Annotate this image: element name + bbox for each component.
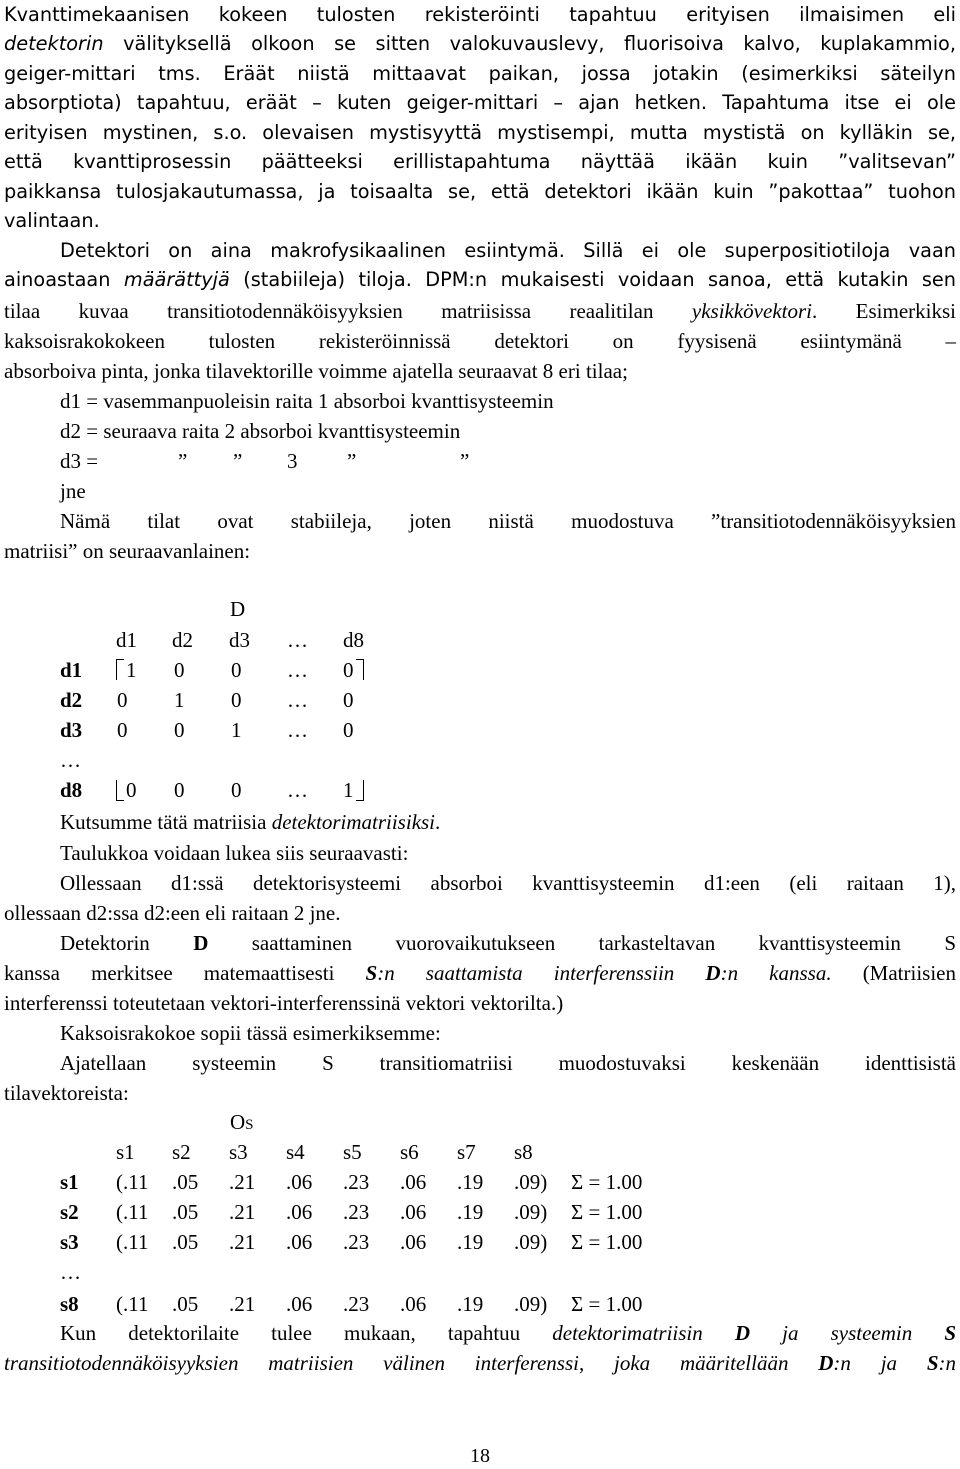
- paragraph-line: Kaksoisrakokoe sopii tässä esimerkiksemme:: [60, 1021, 441, 1045]
- matrix-d-cell: 0: [231, 658, 242, 682]
- matrix-os-cell: .09): [514, 1292, 548, 1316]
- paragraph-line: Ajatellaan systeemin S transitiomatriisi muodostuvaksi keskenään identtisistä: [60, 1051, 956, 1075]
- paragraph-line: detektorin välityksellä olkoon se sitten valokuvauslevy, fluorisoiva kalvo, kuplakammio,: [4, 32, 956, 55]
- matrix-bracket-top-left: [116, 659, 124, 680]
- matrix-os-row-label: …: [60, 1260, 81, 1284]
- matrix-os-cell: .23: [343, 1200, 370, 1224]
- matrix-os-row-label: s8: [60, 1292, 79, 1316]
- matrix-d-col-header: …: [287, 628, 308, 652]
- paragraph-line: Kvanttimekaanisen kokeen tulosten rekisteröinti tapahtuu erityisen ilmaisimen eli: [4, 3, 956, 26]
- matrix-d-col-header: d2: [172, 628, 193, 652]
- matrix-os-cell: .06: [286, 1170, 313, 1194]
- matrix-os-title: OS: [230, 1110, 254, 1134]
- matrix-os-cell: (.11: [116, 1292, 149, 1316]
- paragraph-line: transitiotodennäköisyyksien matriisien välinen interferenssi, joka määritellään D:n ja S:n: [4, 1351, 956, 1375]
- paragraph-line: Nämä tilat ovat stabiileja, joten niistä muodostuva ”transitiotodennäköisyyksien: [60, 509, 956, 533]
- matrix-os-cell: .21: [229, 1170, 256, 1194]
- matrix-os-cell: (.11: [116, 1230, 149, 1254]
- paragraph-line: ainoastaan määrättyjä (stabiileja) tiloja. DPM:n mukaisesti voidaan sanoa, että kutakin sen: [4, 268, 957, 291]
- matrix-d-row-label: d3: [60, 718, 83, 742]
- paragraph-line: matriisi” on seuraavanlainen:: [4, 539, 251, 563]
- matrix-os-row-label: s3: [60, 1230, 79, 1254]
- matrix-os-col-header: s6: [400, 1140, 419, 1164]
- matrix-d-title: D: [230, 597, 246, 621]
- matrix-d-cell: …: [287, 778, 308, 802]
- matrix-os-cell: (.11: [116, 1200, 149, 1224]
- matrix-d-cell: 0: [117, 688, 128, 712]
- matrix-d-cell: 0: [343, 688, 354, 712]
- matrix-d-col-header: d8: [343, 628, 364, 652]
- emphasis: detektorin: [4, 32, 104, 55]
- matrix-os-cell: .19: [457, 1200, 484, 1224]
- matrix-os-cell: .06: [286, 1230, 313, 1254]
- matrix-os-cell: .05: [172, 1230, 199, 1254]
- matrix-os-cell: .09): [514, 1200, 548, 1224]
- jne-text: jne: [60, 479, 86, 503]
- paragraph-line: geiger-mittari tms. Eräät niistä mittaavat paikan, jossa jotakin (esimerkiksi säteilyn: [4, 62, 956, 85]
- matrix-os-cell: .21: [229, 1292, 256, 1316]
- paragraph-line: tilaa kuvaa transitiotodennäköisyyksien matriisissa reaalitilan yksikkövektori. Esimerkiksi: [4, 299, 956, 323]
- matrix-d-cell: 0: [174, 778, 185, 802]
- state-number: 3: [287, 449, 298, 473]
- matrix-bracket-bottom-right: [356, 780, 364, 801]
- paragraph-line: paikkansa tulosjakautumassa, ja toisaalta se, että detektori ikään kuin ”pakottaa” tuohon: [4, 180, 956, 203]
- page-number: 18: [470, 1445, 490, 1467]
- matrix-os-cell: .21: [229, 1200, 256, 1224]
- matrix-os-cell: .23: [343, 1170, 370, 1194]
- matrix-d-row-label: d1: [60, 658, 83, 682]
- matrix-d-cell: 1: [343, 778, 354, 802]
- matrix-d-cell: 0: [174, 718, 185, 742]
- state-definition-d1: d1 = vasemmanpuoleisin raita 1 absorboi kvanttisysteemin: [60, 389, 554, 413]
- paragraph-line: erityisen mystinen, s.o. olevaisen mystisyyttä mystisempi, mutta mystistä on kylläkin se,: [4, 121, 956, 144]
- matrix-os-cell: .09): [514, 1170, 548, 1194]
- matrix-os-cell: .19: [457, 1292, 484, 1316]
- paragraph-line: ollessaan d2:ssa d2:een eli raitaan 2 jne.: [4, 901, 341, 925]
- matrix-bracket-bottom-left: [116, 780, 124, 801]
- matrix-os-cell: .19: [457, 1170, 484, 1194]
- matrix-d-cell: 0: [117, 718, 128, 742]
- paragraph-line: Detektori on aina makrofysikaalinen esiintymä. Sillä ei ole superpositiotiloja vaan: [60, 239, 956, 262]
- matrix-os-col-header: s5: [343, 1140, 362, 1164]
- emphasis: määrättyjä: [123, 268, 230, 291]
- matrix-bracket-top-right: [356, 659, 364, 680]
- ditto-mark: ”: [178, 449, 188, 473]
- paragraph-line: Ollessaan d1:ssä detektorisysteemi absorboi kvanttisysteemin d1:een (eli raitaan 1),: [60, 871, 956, 895]
- matrix-os-cell: .09): [514, 1230, 548, 1254]
- matrix-os-row-label: s1: [60, 1170, 79, 1194]
- paragraph-line: absorptiota) tapahtuu, eräät – kuten geiger-mittari – ajan hetken. Tapahtuma itse ei ole: [4, 91, 956, 114]
- paragraph-line: Kutsumme tätä matriisia detektorimatriisiksi.: [60, 810, 441, 834]
- state-definition-d2: d2 = seuraava raita 2 absorboi kvanttisysteemin: [60, 419, 461, 443]
- matrix-d-cell: 0: [231, 688, 242, 712]
- matrix-os-cell: .23: [343, 1292, 370, 1316]
- paragraph-line: interferenssi toteutetaan vektori-interferenssinä vektori vektorilta.): [4, 991, 564, 1015]
- paragraph-line: kanssa merkitsee matemaattisesti S:n saattamista interferenssiin D:n kanssa. (Matriisien: [4, 961, 956, 985]
- matrix-d-cell: 0: [174, 658, 185, 682]
- matrix-os-cell: .21: [229, 1230, 256, 1254]
- matrix-os-cell: (.11: [116, 1170, 149, 1194]
- matrix-os-cell: .05: [172, 1200, 199, 1224]
- matrix-os-cell: .06: [400, 1200, 427, 1224]
- matrix-os-cell: .06: [286, 1200, 313, 1224]
- matrix-os-row-sum: Σ = 1.00: [571, 1170, 643, 1194]
- ditto-mark: ”: [233, 449, 243, 473]
- matrix-os-col-header: s8: [514, 1140, 533, 1164]
- emphasis: yksikkövektori: [691, 299, 812, 323]
- paragraph-line: Kun detektorilaite tulee mukaan, tapahtuu detektorimatriisin D ja systeemin S: [60, 1321, 956, 1345]
- matrix-os-col-header: s1: [116, 1140, 135, 1164]
- matrix-d-cell: 1: [231, 718, 242, 742]
- matrix-os-row-sum: Σ = 1.00: [571, 1200, 643, 1224]
- matrix-d-cell: 0: [231, 778, 242, 802]
- matrix-d-col-header: d3: [229, 628, 250, 652]
- matrix-os-cell: .06: [400, 1292, 427, 1316]
- matrix-d-row-label: d2: [60, 688, 83, 712]
- paragraph-line: valintaan.: [4, 209, 100, 232]
- matrix-os-row-sum: Σ = 1.00: [571, 1230, 643, 1254]
- matrix-os-col-header: s3: [229, 1140, 248, 1164]
- matrix-d-cell: 0: [126, 778, 137, 802]
- paragraph-line: tilavektoreista:: [4, 1081, 129, 1105]
- matrix-d-col-header: d1: [116, 628, 137, 652]
- matrix-os-row-sum: Σ = 1.00: [571, 1292, 643, 1316]
- ditto-mark: ”: [347, 449, 357, 473]
- matrix-d-cell: 1: [174, 688, 185, 712]
- matrix-os-col-header: s7: [457, 1140, 476, 1164]
- matrix-os-cell: .19: [457, 1230, 484, 1254]
- matrix-os-cell: .06: [400, 1170, 427, 1194]
- matrix-os-cell: .05: [172, 1292, 199, 1316]
- paragraph-line: kaksoisrakokokeen tulosten rekisteröinnissä detektori on fyysisenä esiintymänä –: [4, 329, 956, 353]
- state-definition-d3: d3 =: [60, 449, 99, 473]
- matrix-d-cell: 0: [343, 718, 354, 742]
- emphasis: detektorimatriisiksi: [271, 810, 436, 834]
- matrix-d-cell: …: [287, 658, 308, 682]
- paragraph-line: että kvanttiprosessin päätteeksi erillistapahtuma näyttää ikään kuin ”valitsevan”: [4, 150, 956, 173]
- matrix-os-cell: .06: [400, 1230, 427, 1254]
- matrix-d-cell: …: [287, 718, 308, 742]
- matrix-os-cell: .06: [286, 1292, 313, 1316]
- matrix-d-cell: …: [287, 688, 308, 712]
- matrix-os-cell: .05: [172, 1170, 199, 1194]
- matrix-d-row-label: d8: [60, 778, 83, 802]
- matrix-d-cell: 1: [126, 658, 137, 682]
- paragraph-line: Detektorin D saattaminen vuorovaikutukseen tarkasteltavan kvanttisysteemin S: [60, 931, 956, 955]
- matrix-os-col-header: s2: [172, 1140, 191, 1164]
- matrix-d-cell: 0: [343, 658, 354, 682]
- ditto-mark: ”: [460, 449, 470, 473]
- matrix-d-row-label: …: [60, 748, 81, 772]
- matrix-os-row-label: s2: [60, 1200, 79, 1224]
- matrix-os-cell: .23: [343, 1230, 370, 1254]
- paragraph-line: Taulukkoa voidaan lukea siis seuraavasti:: [60, 841, 409, 865]
- paragraph-line: absorboiva pinta, jonka tilavektorille voimme ajatella seuraavat 8 eri tilaa;: [4, 359, 628, 383]
- matrix-os-col-header: s4: [286, 1140, 305, 1164]
